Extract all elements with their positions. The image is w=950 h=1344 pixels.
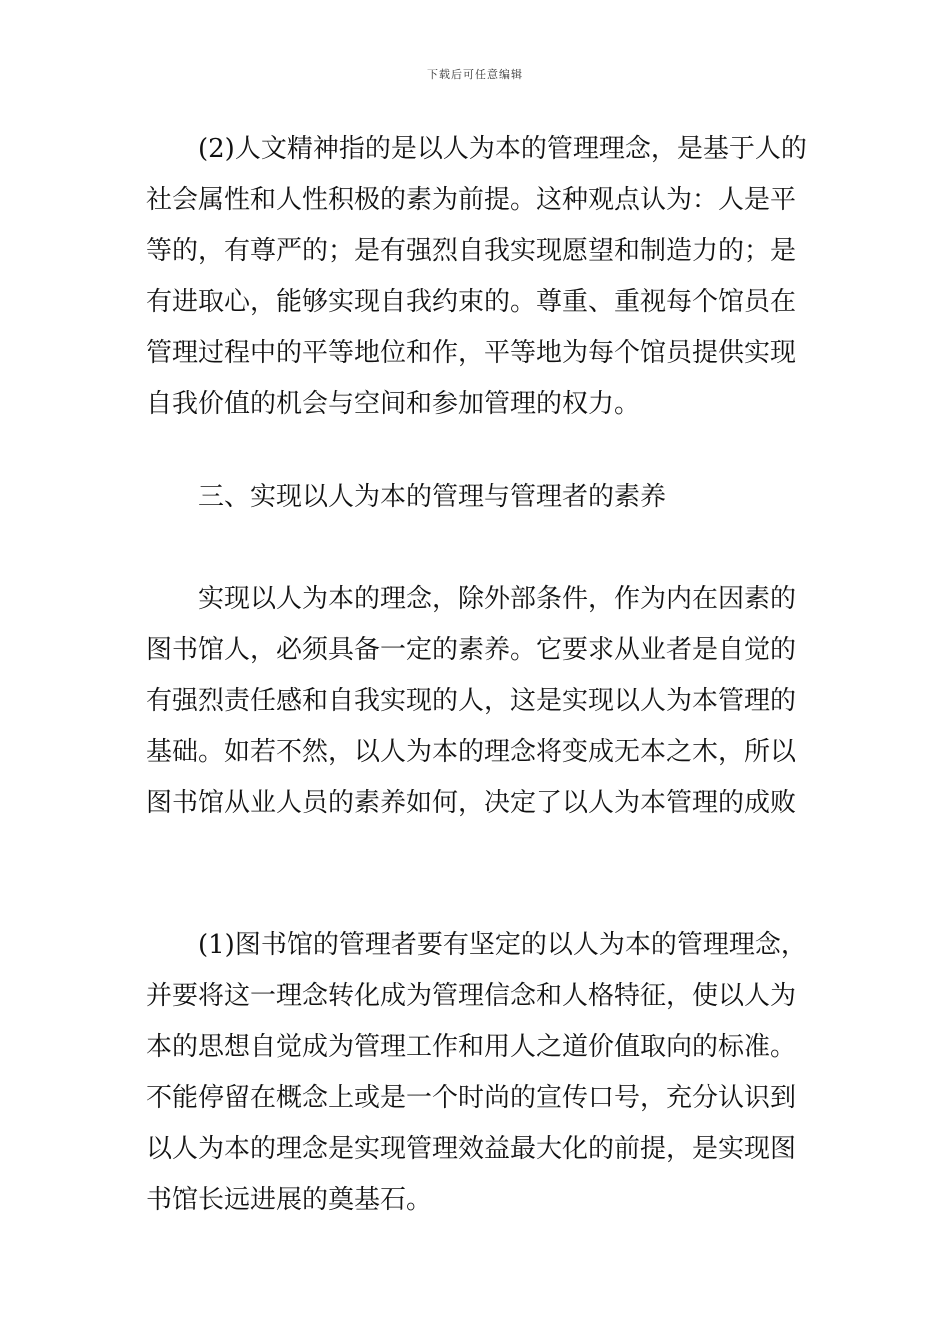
paragraph-line: 有进取心，能够实现自我约束的。尊重、重视每个馆员在: [146, 287, 797, 317]
paragraph-line: 管理过程中的平等地位和作，平等地为每个馆员提供实现: [146, 338, 797, 368]
paragraph-line: 图书馆从业人员的素养如何，决定了以人为本管理的成败: [146, 788, 797, 818]
paragraph-line: (1)图书馆的管理者要有坚定的以人为本的管理理念，: [198, 930, 807, 960]
paragraph-line: 社会属性和人性积极的素为前提。这种观点认为：人是平: [146, 185, 797, 215]
paragraph-manager-concept: [146, 920, 808, 1226]
paragraph-line: 自我价值的机会与空间和参加管理的权力。: [146, 389, 641, 419]
paragraph-line: 基础。如若不然，以人为本的理念将变成无本之木，所以: [146, 737, 797, 767]
paragraph-humanistic-spirit: [146, 124, 808, 430]
section-heading-text: 三、实现以人为本的管理与管理者的素养: [198, 482, 667, 512]
paragraph-line: 等的，有尊严的；是有强烈自我实现愿望和制造力的；是: [146, 236, 797, 266]
paragraph-line: 并要将这一理念转化成为管理信念和人格特征，使以人为: [146, 981, 797, 1011]
paragraph-line: 本的思想自觉成为管理工作和用人之道价值取向的标准。: [146, 1032, 797, 1062]
paragraph-line: 有强烈责任感和自我实现的人，这是实现以人为本管理的: [146, 686, 797, 716]
paragraph-line: (2)人文精神指的是以人为本的管理理念，是基于人的: [198, 134, 807, 164]
section-heading: [146, 472, 808, 523]
paragraph-line: 实现以人为本的理念，除外部条件，作为内在因素的: [198, 584, 797, 614]
paragraph-line: 书馆长远进展的奠基石。: [146, 1185, 433, 1215]
paragraph-realization: [146, 574, 808, 829]
paragraph-line: 图书馆人，必须具备一定的素养。它要求从业者是自觉的: [146, 635, 797, 665]
paragraph-line: 以人为本的理念是实现管理效益最大化的前提，是实现图: [146, 1134, 797, 1164]
paragraph-line: 不能停留在概念上或是一个时尚的宣传口号，充分认识到: [146, 1083, 797, 1113]
page-header: 下载后可任意编辑: [427, 68, 523, 81]
